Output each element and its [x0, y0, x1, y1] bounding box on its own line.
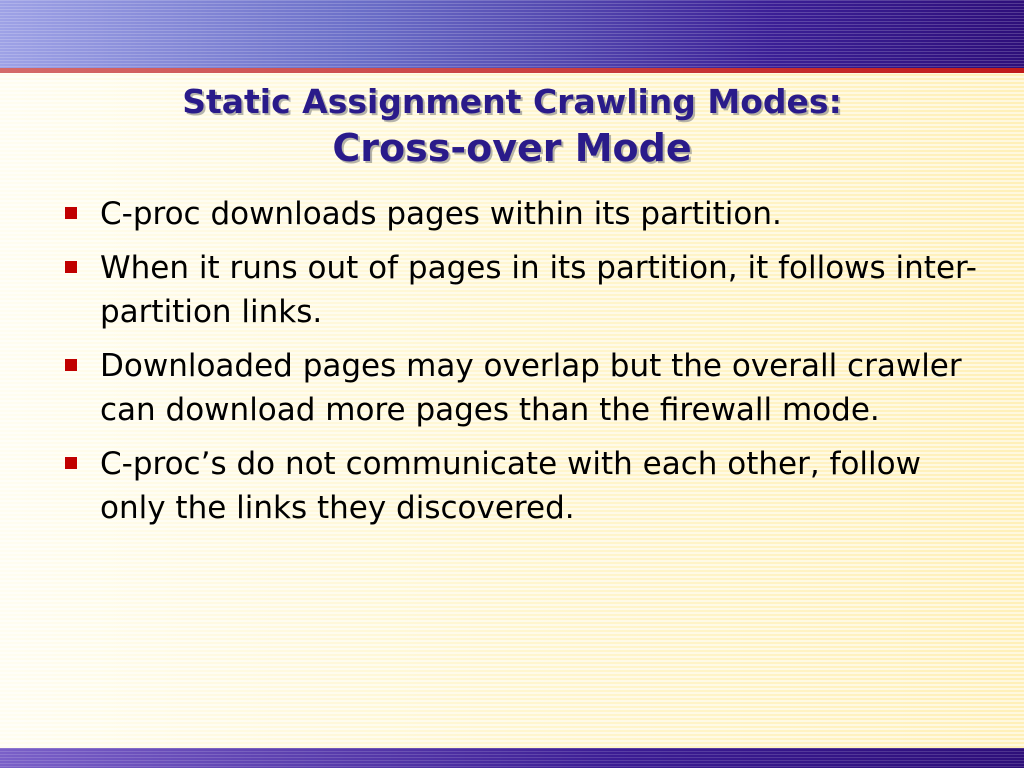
bullet-item — [62, 442, 992, 530]
bullet-item — [62, 344, 992, 432]
square-bullet-icon — [65, 359, 77, 371]
bullet-text: When it runs out of pages in its partition, it follows inter-partition links. — [100, 250, 977, 330]
slide-title-line-2: Cross-over Mode — [332, 126, 692, 170]
square-bullet-icon — [65, 457, 77, 469]
header-band — [0, 0, 1024, 68]
bullet-text: C-proc’s do not communicate with each other, follow only the links they discovered. — [100, 446, 921, 526]
bullet-text: Downloaded pages may overlap but the overall crawler can download more pages than the firewall mode. — [100, 348, 962, 428]
bullet-item — [62, 192, 992, 236]
bullet-item — [62, 246, 992, 334]
slide-title — [0, 80, 1024, 172]
square-bullet-icon — [65, 207, 77, 219]
slide-title-line-1: Static Assignment Crawling Modes: — [182, 82, 842, 121]
bullet-text: C-proc downloads pages within its partition. — [100, 196, 782, 232]
bullet-list — [62, 192, 992, 540]
footer-band — [0, 748, 1024, 768]
header-accent-rule — [0, 68, 1024, 73]
square-bullet-icon — [65, 261, 77, 273]
